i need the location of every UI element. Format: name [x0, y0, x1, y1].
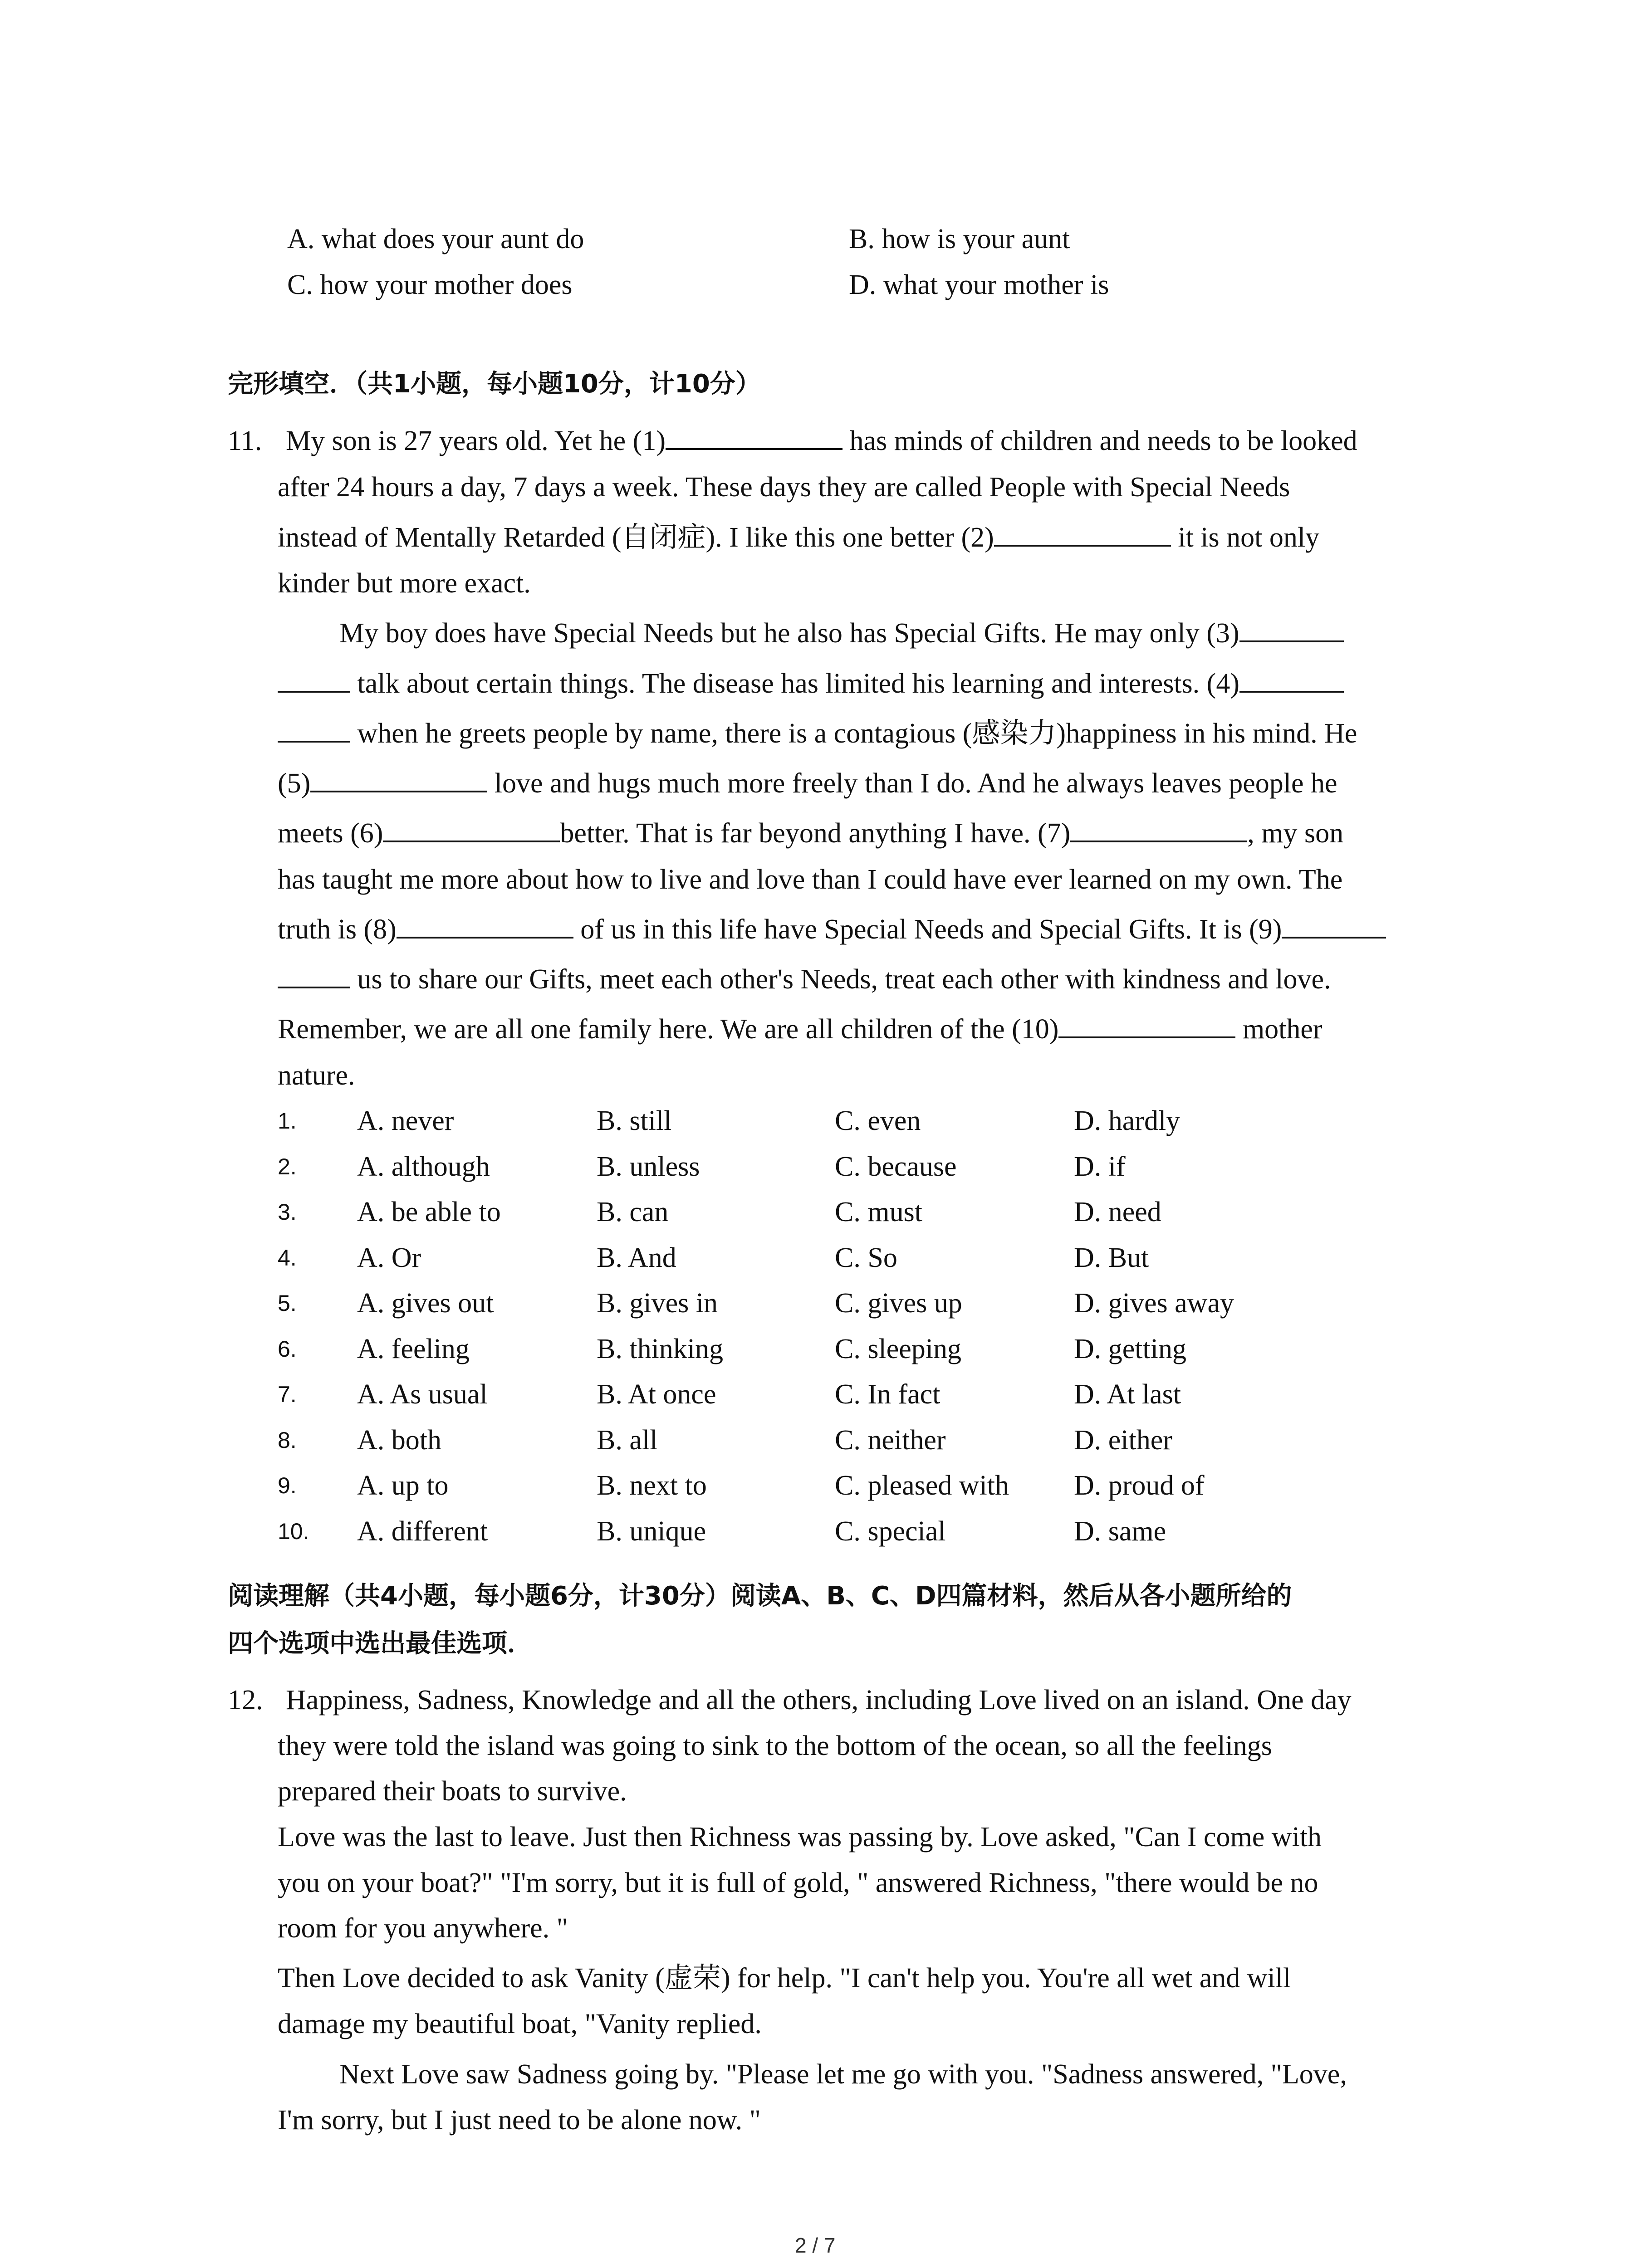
- option-a: A. feeling: [357, 1334, 470, 1364]
- option-c: C. must: [835, 1197, 922, 1227]
- option-a: A. although: [357, 1151, 490, 1182]
- passage-line: you on your boat?" "I'm sorry, but it is full of gold, " answered Richness, "there would be no: [278, 1867, 1318, 1898]
- question-11-number: 11.: [228, 425, 262, 456]
- option-d: D. either: [1074, 1425, 1172, 1456]
- option-d: D. At last: [1074, 1379, 1181, 1410]
- passage-line: after 24 hours a day, 7 days a week. These days they are called People with Special Needs: [278, 472, 1290, 503]
- blank-9: [1282, 911, 1386, 938]
- option-c: C. In fact: [835, 1379, 941, 1410]
- option-b: B. still: [597, 1105, 672, 1136]
- option-b: B. gives in: [597, 1288, 718, 1319]
- blank-1: [666, 423, 843, 450]
- passage-line: room for you anywhere. ": [278, 1913, 568, 1944]
- blank-7: [1070, 815, 1247, 842]
- blank-3-cont: [278, 665, 350, 693]
- option-c: C. pleased with: [835, 1470, 1009, 1501]
- option-b: B. unless: [597, 1151, 700, 1182]
- passage-line: My boy does have Special Needs but he also has Special Gifts. He may only (3): [339, 611, 1344, 656]
- option-a: A. both: [357, 1425, 441, 1456]
- option-d: D. getting: [1074, 1334, 1186, 1364]
- option-c: C. neither: [835, 1425, 946, 1456]
- option-d: D. proud of: [1074, 1470, 1205, 1501]
- option-b: B. next to: [597, 1470, 707, 1501]
- option-b: B. At once: [597, 1379, 716, 1410]
- passage-line: Then Love decided to ask Vanity (虚荣) for help. "I can't help you. You're all wet and will: [278, 1963, 1291, 1994]
- option-row-number: 4.: [278, 1245, 297, 1271]
- passage-line: instead of Mentally Retarded (自闭症). I like this one better (2) it is not only: [278, 515, 1319, 561]
- option-row-number: 6.: [278, 1336, 297, 1362]
- blank-4-cont: [278, 715, 350, 743]
- passage-line: nature.: [278, 1060, 355, 1091]
- passage-line: they were told the island was going to sink to the bottom of the ocean, so all the feelings: [278, 1730, 1272, 1761]
- option-row-number: 1.: [278, 1108, 297, 1134]
- option-c: C. even: [835, 1105, 921, 1136]
- option-c: C. because: [835, 1151, 957, 1182]
- option-c: C. special: [835, 1516, 946, 1547]
- blank-8: [397, 911, 573, 938]
- passage-line: damage my beautiful boat, "Vanity replied.: [278, 2009, 762, 2039]
- option-d: D. if: [1074, 1151, 1126, 1182]
- blank-4: [1239, 665, 1344, 693]
- prev-option-c: C. how your mother does: [287, 269, 573, 300]
- passage-line: Happiness, Sadness, Knowledge and all the others, including Love lived on an island. One day: [286, 1685, 1352, 1716]
- passage-line: I'm sorry, but I just need to be alone now. ": [278, 2105, 761, 2136]
- blank-3: [1239, 615, 1344, 642]
- passage-line: meets (6) better. That is far beyond anything I have. (7) , my son: [278, 811, 1343, 856]
- option-b: B. all: [597, 1425, 658, 1456]
- option-c: C. gives up: [835, 1288, 962, 1319]
- passage-line: kinder but more exact.: [278, 568, 531, 599]
- option-row-number: 7.: [278, 1382, 297, 1407]
- option-b: B. thinking: [597, 1334, 724, 1364]
- option-a: A. different: [357, 1516, 488, 1547]
- option-b: B. unique: [597, 1516, 706, 1547]
- reading-heading-line1: 阅读理解（共4小题，每小题6分，计30分）阅读A、B、C、D四篇材料，然后从各小题所给的: [228, 1581, 1292, 1611]
- option-b: B. can: [597, 1197, 669, 1227]
- prev-option-b: B. how is your aunt: [849, 224, 1070, 254]
- option-d: D. But: [1074, 1242, 1149, 1273]
- option-d: D. hardly: [1074, 1105, 1181, 1136]
- option-c: C. sleeping: [835, 1334, 961, 1364]
- question-12-number: 12.: [228, 1685, 263, 1716]
- passage-line: us to share our Gifts, meet each other's Needs, treat each other with kindness and love.: [278, 957, 1331, 1002]
- passage-line: has taught me more about how to live and love than I could have ever learned on my own. The: [278, 864, 1343, 895]
- passage-line: truth is (8) of us in this life have Special Needs and Special Gifts. It is (9): [278, 907, 1386, 953]
- blank-2: [994, 519, 1171, 547]
- reading-heading-line2: 四个选项中选出最佳选项．: [228, 1629, 533, 1658]
- option-row-number: 9.: [278, 1473, 297, 1498]
- option-row-number: 5.: [278, 1290, 297, 1316]
- passage-line: Love was the last to leave. Just then Richness was passing by. Love asked, "Can I come with: [278, 1822, 1322, 1853]
- option-a: A. gives out: [357, 1288, 494, 1319]
- option-c: C. So: [835, 1242, 897, 1273]
- passage-line: Next Love saw Sadness going by. "Please let me go with you. "Sadness answered, "Love,: [339, 2059, 1347, 2090]
- passage-line: talk about certain things. The disease has limited his learning and interests. (4): [278, 661, 1344, 707]
- option-row-number: 10.: [278, 1519, 309, 1544]
- prev-option-d: D. what your mother is: [849, 269, 1109, 300]
- blank-6: [383, 815, 560, 842]
- blank-10: [1058, 1011, 1235, 1038]
- passage-line: Remember, we are all one family here. We are all children of the (10) mother: [278, 1007, 1323, 1052]
- option-d: D. gives away: [1074, 1288, 1234, 1319]
- passage-line: when he greets people by name, there is a contagious (感染力)happiness in his mind. He: [278, 711, 1357, 757]
- option-a: A. never: [357, 1105, 454, 1136]
- option-a: A. be able to: [357, 1197, 501, 1227]
- option-b: B. And: [597, 1242, 676, 1273]
- passage-line: prepared their boats to survive.: [278, 1776, 627, 1807]
- option-row-number: 2.: [278, 1154, 297, 1179]
- option-a: A. up to: [357, 1470, 449, 1501]
- option-d: D. same: [1074, 1516, 1166, 1547]
- option-a: A. Or: [357, 1242, 421, 1273]
- prev-option-a: A. what does your aunt do: [287, 224, 584, 254]
- option-a: A. As usual: [357, 1379, 488, 1410]
- blank-5: [310, 765, 487, 792]
- page-number: 2 / 7: [795, 2234, 836, 2257]
- option-d: D. need: [1074, 1197, 1161, 1227]
- blank-9-cont: [278, 961, 350, 988]
- cloze-heading: 完形填空．（共1小题，每小题10分，计10分）: [228, 369, 761, 399]
- option-row-number: 8.: [278, 1427, 297, 1453]
- option-row-number: 3.: [278, 1199, 297, 1225]
- passage-line: (5) love and hugs much more freely than I do. And he always leaves people he: [278, 761, 1337, 807]
- passage-line: My son is 27 years old. Yet he (1) has minds of children and needs to be looked: [286, 418, 1357, 464]
